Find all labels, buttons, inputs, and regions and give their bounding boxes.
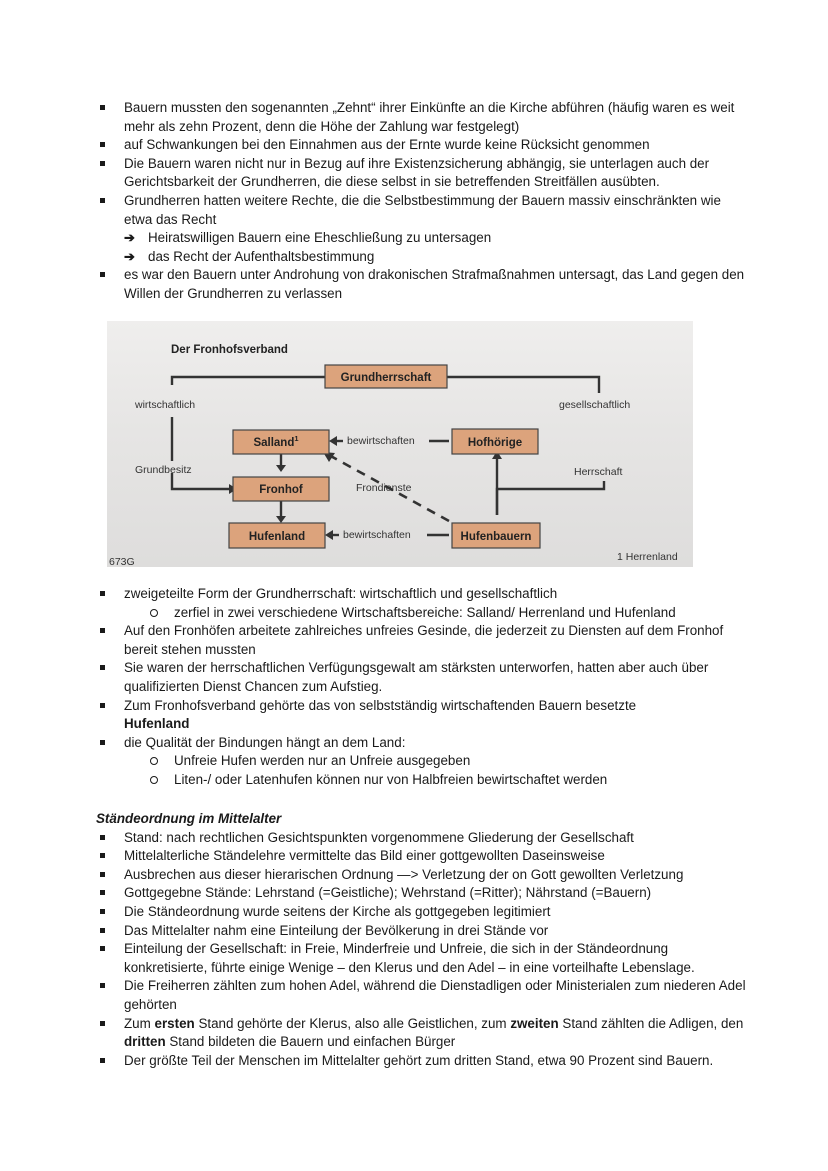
list-item <box>96 940 746 977</box>
label-wirtschaftlich: wirtschaftlich <box>135 399 196 411</box>
square-bullet-icon <box>100 983 105 988</box>
list-item <box>124 248 746 267</box>
bullet-text: Einteilung der Gesellschaft: in Freie, Minderfreie und Unfreie, die sich in der Ständeordnung konkretisierte, führte einige Wenige – den Klerus und den Adel – in eine vorteilhafte Lebenslage. <box>124 941 695 975</box>
list-item <box>124 229 746 248</box>
bullet-text: Das Mittelalter nahm eine Einteilung der Bevölkerung in drei Stände vor <box>124 922 549 938</box>
bullet-text: es war den Bauern unter Androhung von drakonischen Strafmaßnahmen untersagt, das Land gegen den Willen der Grundherren zu verlassen <box>124 267 745 301</box>
sub-bullet-text: zerfiel in zwei verschiedene Wirtschaftsbereiche: Salland/ Herrenland und Hufenland <box>174 604 676 620</box>
label-bewirtschaften-top: bewirtschaften <box>347 435 415 447</box>
bullet-text: Sie waren der herrschaftlichen Verfügungsgewalt am stärksten unterworfen, hatten aber auch über qualifizierten Dienst Chancen zum Aufstieg. <box>124 660 709 694</box>
square-bullet-icon <box>100 928 105 933</box>
sub-bullet-text: Liten-/ oder Latenhufen können nur von Halbfreien bewirtschaftet werden <box>174 771 608 787</box>
list-item <box>96 266 746 303</box>
list-item: Zum ersten Stand gehörte der Klerus, also alle Geistlichen, zum zweiten Stand zählten die Adligen, den dritten Stand bildeten die Bauern und einfachen Bürger <box>96 1015 746 1052</box>
circle-bullet-icon <box>150 609 158 617</box>
square-bullet-icon <box>100 1058 105 1063</box>
arrow-list <box>124 229 746 266</box>
bullet-text: die Qualität der Bindungen hängt an dem Land: <box>124 734 406 750</box>
square-bullet-icon <box>100 890 105 895</box>
section-3 <box>96 810 746 1070</box>
square-bullet-icon <box>100 105 105 110</box>
bold-term: Hufenland <box>124 716 190 732</box>
list-item <box>146 771 746 790</box>
list-item <box>96 155 746 192</box>
list-item <box>96 659 746 696</box>
label-grundherrschaft: Grundherrschaft <box>340 372 432 384</box>
square-bullet-icon <box>100 835 105 840</box>
label-hufenbauern: Hufenbauern <box>460 531 532 543</box>
bold-term: ersten <box>154 1015 195 1031</box>
sub-bullet-text: Unfreie Hufen werden nur an Unfreie ausgegeben <box>174 753 471 769</box>
bullet-text: Die Freiherren zählten zum hohen Adel, während die Dienstadligen oder Ministerialen zum niederen Adel gehörten <box>124 978 746 1012</box>
line-wirtschaftlich <box>172 377 325 385</box>
arrowhead-bewirtschaften-bottom <box>325 530 333 540</box>
list-item <box>96 922 746 941</box>
line-gesellschaftlich <box>447 377 599 393</box>
square-bullet-icon <box>100 198 105 203</box>
label-footnote: 1 Herrenland <box>617 551 678 563</box>
square-bullet-icon <box>100 628 105 633</box>
list-item <box>96 847 746 866</box>
bold-term: zweiten <box>510 1015 559 1031</box>
bullet-text: Der größte Teil der Menschen im Mittelalter gehört zum dritten Stand, etwa 90 Prozent sind Bauern. <box>124 1052 714 1068</box>
bullet-text: zweigeteilte Form der Grundherrschaft: wirtschaftlich und gesellschaftlich <box>124 586 558 601</box>
bullet-text: Ausbrechen aus dieser hierarischen Ordnung —> Verletzung der on Gott gewollten Verletzung <box>124 866 684 882</box>
square-bullet-icon <box>100 853 105 858</box>
label-herrschaft: Herrschaft <box>574 466 623 478</box>
square-bullet-icon <box>100 142 105 147</box>
bullet-text: Zum Fronhofsverband gehörte das von selbstständig wirtschaftenden Bauern besetzte <box>124 697 637 713</box>
square-bullet-icon <box>100 946 105 951</box>
square-bullet-icon <box>100 703 105 708</box>
square-bullet-icon <box>100 872 105 877</box>
diagram-title: Der Fronhofsverband <box>171 344 288 356</box>
square-bullet-icon <box>100 1021 105 1026</box>
list-item <box>96 585 746 622</box>
arrow-item-text: Heiratswilligen Bauern eine Eheschließung zu untersagen <box>148 230 492 246</box>
list-item <box>146 752 746 771</box>
bullet-text: Auf den Fronhöfen arbeitete zahlreiches unfreies Gesinde, die jederzeit zu Diensten auf dem Fronhof bereit stehen mussten <box>124 623 724 657</box>
list-item <box>96 99 746 136</box>
list-item <box>96 136 746 155</box>
square-bullet-icon <box>100 161 105 166</box>
label-hofhoerige: Hofhörige <box>467 437 523 449</box>
arrowhead-salland-fronhof <box>276 465 286 472</box>
list-item <box>96 884 746 903</box>
label-corner: 673G <box>109 556 135 567</box>
bullet-text: Bauern mussten den sogenannten „Zehnt“ ihrer Einkünfte an die Kirche abführen (häufig waren es weit mehr als zehn Prozent, denn die Höhe der Zahlung war festgelegt) <box>124 100 735 134</box>
line-herrschaft <box>497 481 604 515</box>
square-bullet-icon <box>100 591 105 596</box>
fronhofsverband-diagram <box>107 321 693 567</box>
list-item <box>96 734 746 790</box>
arrowhead-fronhof-hufenland <box>276 516 286 523</box>
section-heading: Ständeordnung im Mittelalter <box>96 811 282 826</box>
bullet-text: Stand: nach rechtlichen Gesichtspunkten vorgenommene Gliederung der Gesellschaft <box>124 829 634 845</box>
label-gesellschaftlich: gesellschaftlich <box>559 399 631 411</box>
circle-bullet-icon <box>150 776 158 784</box>
square-bullet-icon <box>100 740 105 745</box>
label-salland: Salland$^1$ <box>253 434 299 449</box>
label-fronhof: Fronhof <box>259 484 303 496</box>
arrow-right-icon: ➔ <box>124 230 135 246</box>
arrowhead-bewirtschaften-top <box>329 436 337 446</box>
section-1 <box>96 99 746 304</box>
sub-list <box>124 752 746 789</box>
label-hufenland: Hufenland <box>248 531 306 543</box>
list-item <box>96 866 746 885</box>
list-item <box>96 903 746 922</box>
arrow-item-text: das Recht der Aufenthaltsbestimmung <box>148 248 375 264</box>
list-item <box>96 1052 746 1071</box>
diagram-svg <box>107 321 693 567</box>
list-item <box>96 829 746 848</box>
arrow-right-icon: ➔ <box>124 248 135 264</box>
list-item <box>96 192 746 266</box>
square-bullet-icon <box>100 272 105 277</box>
bullet-text: Die Bauern waren nicht nur in Bezug auf ihre Existenzsicherung abhängig, sie unterlagen auch der Gerichtsbarkeit der Grundherren, die diese selbst in sie betreffenden Streitfällen ausübten. <box>124 155 710 190</box>
list-item <box>96 622 746 659</box>
bullet-text: Grundherren hatten weitere Rechte, die die Selbstbestimmung der Bauern massiv einschränkten wie etwa das Recht <box>124 192 721 227</box>
label-frondienste: Frondienste <box>356 482 412 494</box>
circle-bullet-icon <box>150 757 158 765</box>
square-bullet-icon <box>100 665 105 670</box>
label-grundbesitz: Grundbesitz <box>135 464 192 476</box>
bullet-text: auf Schwankungen bei den Einnahmen aus der Ernte wurde keine Rücksicht genommen <box>124 137 650 153</box>
bullet-text: Die Ständeordnung wurde seitens der Kirche als gottgegeben legitimiert <box>124 903 551 919</box>
bullet-text: Mittelalterliche Ständelehre vermittelte das Bild einer gottgewollten Daseinsweise <box>124 848 605 864</box>
bold-term: dritten <box>124 1034 166 1050</box>
list-item <box>146 604 746 623</box>
bullet-text: Gottgegebne Stände: Lehrstand (=Geistliche); Wehrstand (=Ritter); Nährstand (=Bauern) <box>124 885 652 901</box>
section-2 <box>96 585 746 790</box>
list-item <box>96 697 746 734</box>
square-bullet-icon <box>100 909 105 914</box>
sub-list <box>124 604 746 623</box>
list-item <box>96 977 746 1014</box>
label-bewirtschaften-bottom: bewirtschaften <box>343 529 411 541</box>
